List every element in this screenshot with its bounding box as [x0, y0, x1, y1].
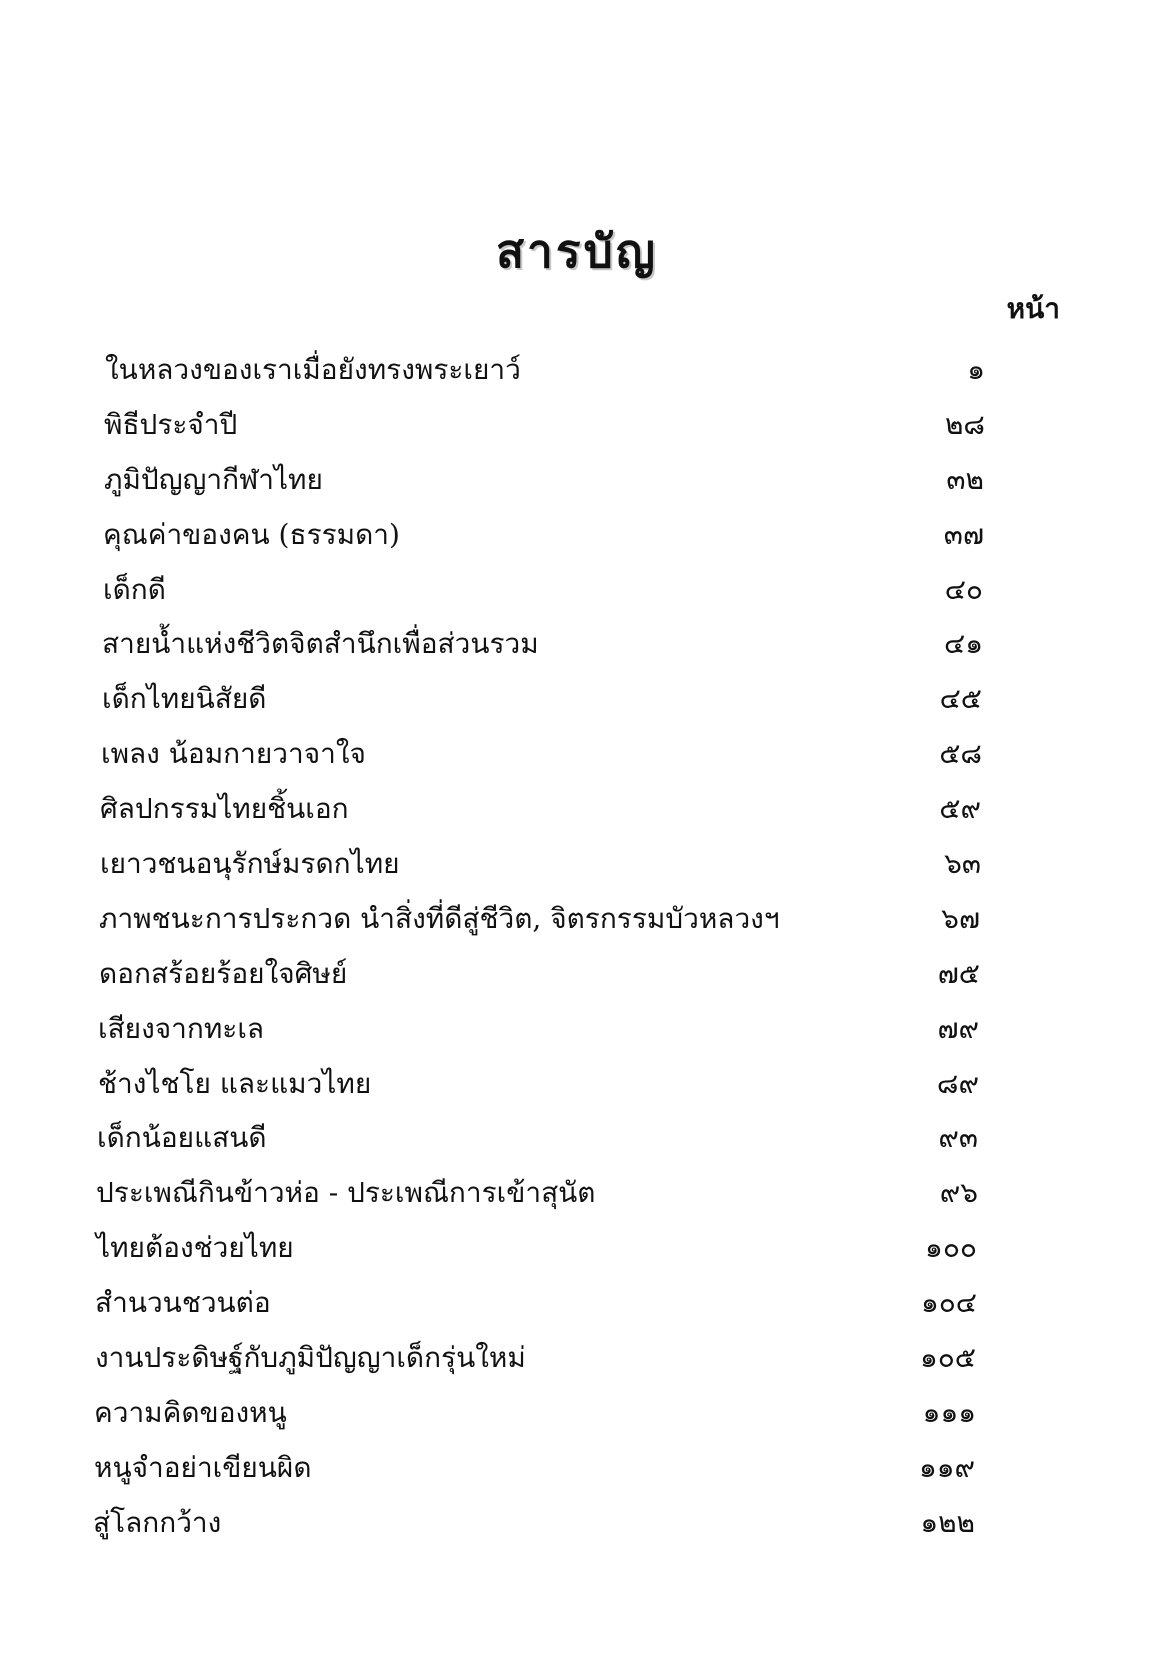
toc-entry-title: สำนวนชวนต่อ	[95, 1286, 271, 1320]
toc-entry	[0, 1054, 1154, 1109]
toc-entry	[0, 1218, 1154, 1273]
page-column-header: หน้า	[1006, 292, 1060, 325]
toc-entry-title: ภูมิปัญญากีฬาไทย	[104, 462, 323, 496]
toc-entry-title: เยาวชนอนุรักษ์มรดกไทย	[100, 847, 400, 881]
toc-entry	[0, 999, 1154, 1054]
toc-entry-page-number: ๑๐๐	[925, 1231, 977, 1265]
toc-entry-page-number: ๗๕	[937, 956, 980, 990]
toc-entry-title: เด็กน้อยแสนดี	[97, 1121, 267, 1155]
toc-entry-title: ความคิดของหนู	[94, 1395, 287, 1429]
toc-entry-page-number: ๙๖	[939, 1176, 978, 1210]
toc-entry	[0, 724, 1154, 779]
toc-entry-page-number: ๕๙	[939, 792, 981, 826]
toc-entry-page-number: ๑๐๕	[919, 1341, 976, 1375]
toc-entry-title: ในหลวงของเราเมื่อยังทรงพระเยาว์	[105, 353, 521, 386]
toc-entry-page-number: ๓๒	[946, 462, 984, 496]
toc-entry-page-number: ๘๙	[936, 1066, 979, 1100]
toc-entry-title: งานประดิษฐ์กับภูมิปัญญาเด็กรุ่นใหม่	[95, 1341, 526, 1375]
toc-entry	[0, 395, 1154, 450]
toc-entry-page-number: ๑๑๑	[922, 1395, 976, 1429]
toc-entry-title: เด็กไทยนิสัยดี	[102, 682, 267, 716]
toc-entry-title: เสียงจากทะเล	[98, 1011, 265, 1045]
toc-entry	[0, 1383, 1154, 1438]
toc-entry-title: เพลง น้อมกายวาจาใจ	[101, 737, 366, 771]
toc-entry-page-number: ๖๗	[941, 901, 980, 935]
toc-entry-page-number: ๗๙	[937, 1011, 979, 1045]
toc-entry-title: สายน้ำแห่งชีวิตจิตสำนึกเพื่อส่วนรวม	[102, 627, 539, 661]
toc-entry-page-number: ๑๑๙	[918, 1450, 975, 1484]
toc-entry-title: ประเพณีกินข้าวห่อ - ประเพณีการเข้าสุนัต	[96, 1176, 596, 1210]
toc-entry	[0, 1493, 1154, 1548]
toc-entry	[0, 1438, 1154, 1493]
toc-entry	[0, 669, 1154, 724]
toc-entry-page-number: ๖๓	[944, 847, 981, 881]
toc-entry-page-number: ๒๘	[944, 407, 985, 441]
toc-entry-page-number: ๑๒๒	[920, 1505, 975, 1539]
toc-entry-page-number: ๔๑	[944, 627, 983, 661]
toc-entry-page-number: ๓๗	[943, 517, 984, 551]
toc-entry-page-number: ๕๘	[939, 737, 982, 771]
table-of-contents	[0, 340, 1154, 1548]
page-title: สารบัญ	[495, 224, 658, 278]
toc-entry	[0, 1108, 1154, 1163]
toc-entry	[0, 505, 1154, 560]
toc-entry	[0, 944, 1154, 999]
toc-entry-page-number: ๙๓	[938, 1121, 978, 1155]
toc-entry-title: คุณค่าของคน (ธรรมดา)	[103, 517, 400, 551]
toc-entry	[0, 889, 1154, 944]
toc-entry	[0, 1163, 1154, 1218]
toc-entry	[0, 560, 1154, 615]
toc-entry	[0, 340, 1154, 395]
toc-entry-title: เด็กดี	[103, 572, 166, 606]
toc-entry	[0, 1328, 1154, 1383]
toc-entry-page-number: ๑๐๔	[920, 1286, 977, 1320]
toc-entry-page-number: ๑	[967, 353, 985, 386]
toc-entry-title: ไทยต้องช่วยไทย	[96, 1231, 294, 1265]
toc-entry-page-number: ๔๕	[939, 682, 982, 716]
toc-entry	[0, 1273, 1154, 1328]
toc-entry	[0, 779, 1154, 834]
toc-entry	[0, 450, 1154, 505]
toc-entry	[0, 834, 1154, 889]
toc-entry-title: ช้างไชโย และแมวไทย	[98, 1066, 372, 1100]
toc-entry-page-number: ๔๐	[944, 572, 983, 606]
toc-entry-title: ศิลปกรรมไทยชิ้นเอก	[100, 792, 349, 826]
toc-entry-title: พิธีประจำปี	[104, 407, 238, 441]
toc-entry-title: หนูจำอย่าเขียนผิด	[94, 1450, 312, 1484]
toc-entry-title: ดอกสร้อยร้อยใจศิษย์	[99, 956, 348, 990]
toc-entry-title: ภาพชนะการประกวด นำสิ่งที่ดีสู่ชีวิต, จิตรกรรมบัวหลวงฯ	[99, 901, 780, 935]
toc-entry-title: สู่โลกกว้าง	[93, 1505, 222, 1539]
toc-entry	[0, 614, 1154, 669]
